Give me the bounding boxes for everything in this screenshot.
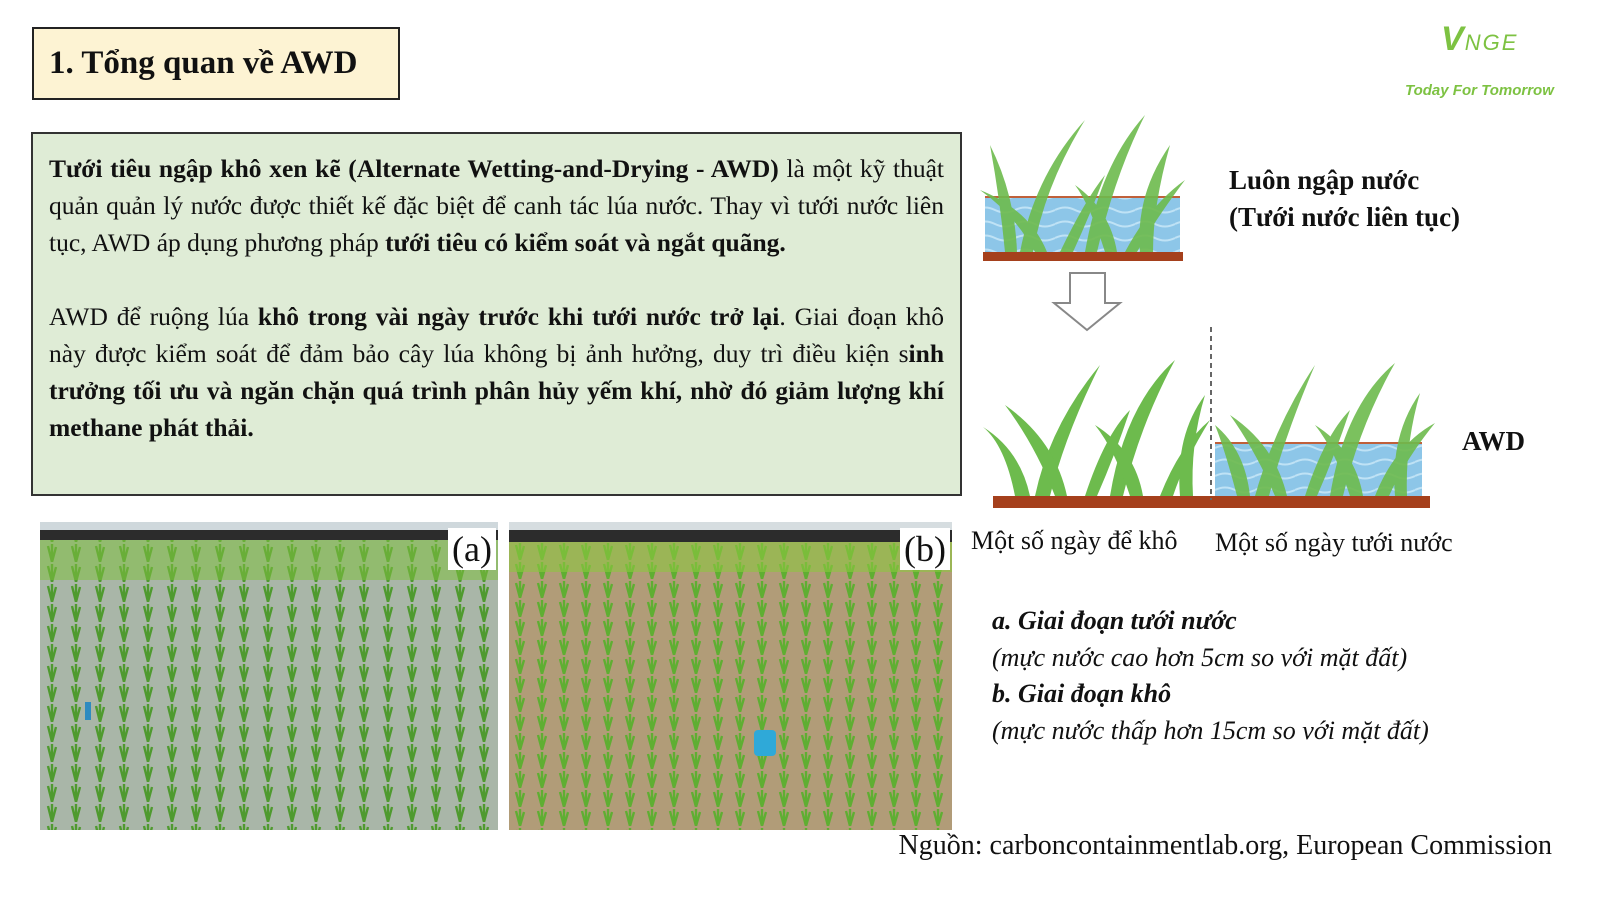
vnge-logo xyxy=(1405,20,1575,110)
page-title: 1. Tổng quan về AWD xyxy=(32,27,400,100)
photo-a-label: (a) xyxy=(448,528,496,570)
stage-notes xyxy=(992,603,1429,749)
note-a-title: a. Giai đoạn tưới nước xyxy=(992,606,1237,635)
dry-days-label: Một số ngày để khô xyxy=(971,526,1178,555)
intro-paragraph-1: Tưới tiêu ngập khô xen kẽ (Alternate Wetting-and-Drying - AWD) là một kỹ thuật quản quản lý nước được thiết kế đặc biệt để canh tác lúa nước. Thay vì tưới nước liên tục, AWD áp dụng phương pháp tưới tiêu có kiểm soát và ngắt quãng. xyxy=(49,154,944,257)
flooded-field-icon xyxy=(980,115,1185,261)
photo-b-label: (b) xyxy=(900,528,950,570)
awd-field-icon xyxy=(983,327,1435,508)
note-b-desc: (mực nước thấp hơn 15cm so với mặt đất) xyxy=(992,715,1429,745)
down-arrow-icon xyxy=(1054,273,1120,330)
photo-dry-field xyxy=(509,522,952,830)
photo-flooded-field xyxy=(40,522,498,830)
note-a-desc: (mực nước cao hơn 5cm so với mặt đất) xyxy=(992,642,1408,672)
logo-mark: VNGE xyxy=(1441,20,1519,58)
wet-days-label: Một số ngày tưới nước xyxy=(1215,528,1453,557)
note-b-title: b. Giai đoạn khô xyxy=(992,679,1172,708)
intro-paragraph-2: AWD để ruộng lúa khô trong vài ngày trước khi tưới nước trở lại. Giai đoạn khô này được kiểm soát để đảm bảo cây lúa không bị ảnh hưởng, duy trì điều kiện sinh trưởng tối ưu và ngăn chặn quá trình phân hủy yếm khí, nhờ đó giảm lượng khí methane phát thải. xyxy=(49,302,944,442)
flooded-label: Luôn ngập nước (Tưới nước liên tục) xyxy=(1229,165,1461,232)
awd-label: AWD xyxy=(1462,426,1526,456)
intro-text-box xyxy=(31,132,962,496)
logo-tagline: Today For Tomorrow xyxy=(1405,82,1554,99)
source-citation: Nguồn: carboncontainmentlab.org, European Commission xyxy=(898,830,1552,861)
